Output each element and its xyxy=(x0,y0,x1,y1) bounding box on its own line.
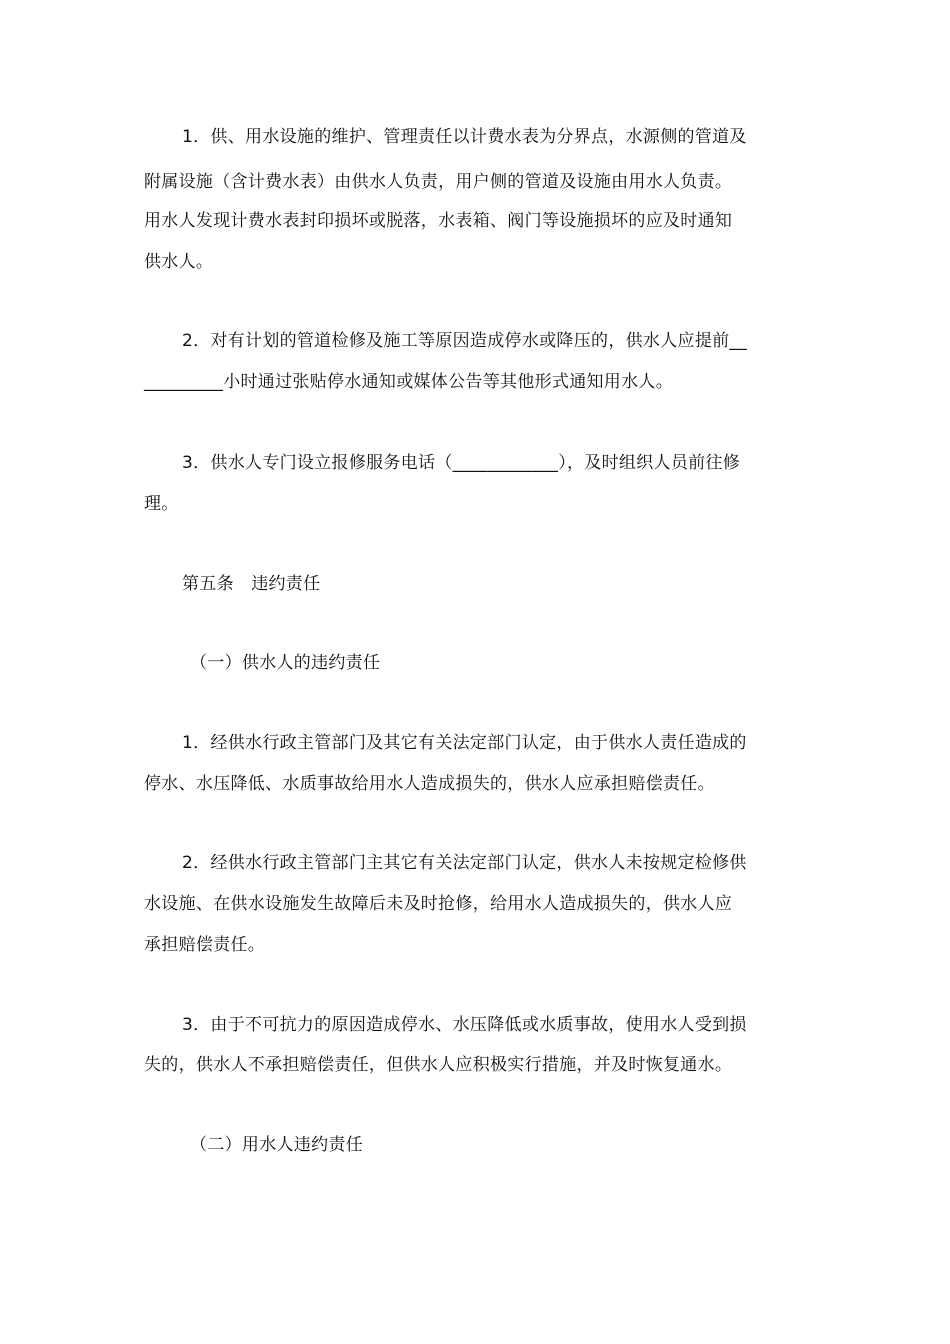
section-1-item-2-line-1: 2．经供水行政主管部门主其它有关法定部门认定，供水人未按规定检修供 xyxy=(182,853,747,873)
section-1-item-3-line-1: 3．由于不可抗力的原因造成停水、水压降低或水质事故，使用水人受到损 xyxy=(182,1015,747,1035)
paragraph-1-line-1: 1．供、用水设施的维护、管理责任以计费水表为分界点，水源侧的管道及 xyxy=(182,127,747,147)
paragraph-1-line-4: 供水人。 xyxy=(144,252,214,272)
paragraph-1-line-2: 附属设施（含计费水表）由供水人负责，用户侧的管道及设施由用水人负责。 xyxy=(144,172,733,192)
section-1-item-1-line-1: 1．经供水行政主管部门及其它有关法定部门认定，由于供水人责任造成的 xyxy=(182,733,747,753)
paragraph-2-line-2: _________小时通过张贴停水通知或媒体公告等其他形式通知用水人。 xyxy=(144,372,673,392)
section-1-heading: （一）供水人的违约责任 xyxy=(190,653,381,673)
article-5-heading: 第五条 违约责任 xyxy=(182,574,321,594)
paragraph-3-line-1: 3．供水人专门设立报修服务电话（____________），及时组织人员前往修 xyxy=(182,453,741,473)
section-1-item-2-line-3: 承担赔偿责任。 xyxy=(144,935,266,955)
paragraph-3-line-2: 理。 xyxy=(144,494,179,514)
paragraph-1-line-3: 用水人发现计费水表封印损坏或脱落，水表箱、阀门等设施损坏的应及时通知 xyxy=(144,211,733,231)
section-1-item-2-line-2: 水设施、在供水设施发生故障后未及时抢修，给用水人造成损失的，供水人应 xyxy=(144,894,733,914)
paragraph-2-line-1: 2．对有计划的管道检修及施工等原因造成停水或降压的，供水人应提前__ xyxy=(182,331,748,351)
section-1-item-1-line-2: 停水、水压降低、水质事故给用水人造成损失的，供水人应承担赔偿责任。 xyxy=(144,774,715,794)
section-2-heading: （二）用水人违约责任 xyxy=(190,1135,363,1155)
section-1-item-3-line-2: 失的，供水人不承担赔偿责任，但供水人应积极实行措施，并及时恢复通水。 xyxy=(144,1055,733,1075)
